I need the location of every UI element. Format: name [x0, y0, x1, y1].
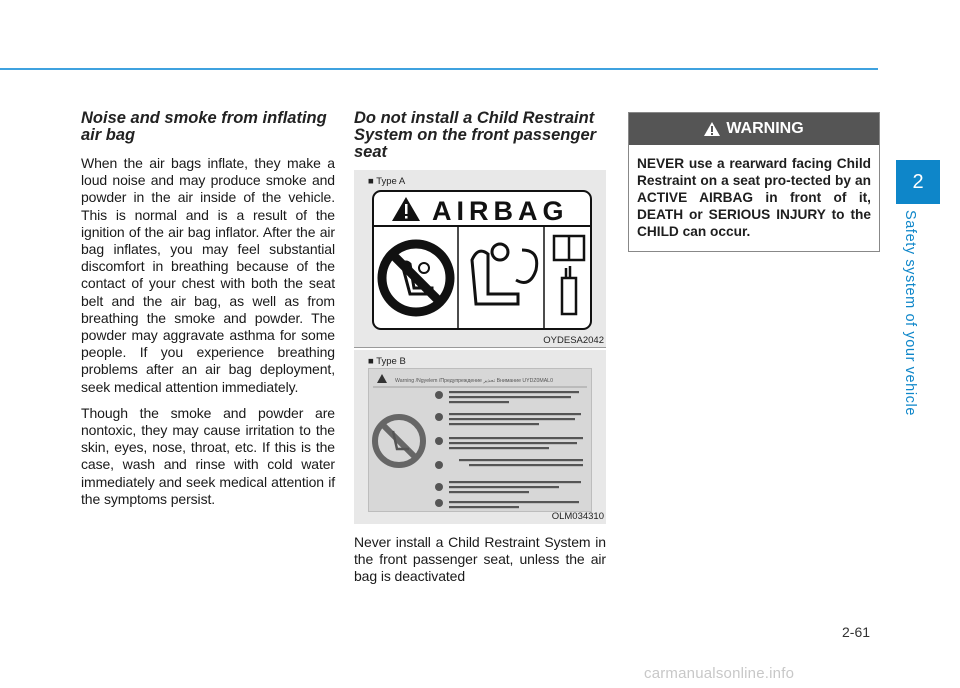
figure-code: OYDESA2042: [543, 335, 604, 346]
label-artwork: [369, 369, 591, 511]
paragraph: Though the smoke and powder are nontoxic, they may cause irritation to the skin, eyes, nose, throat, etc. If this is the case, wash and rinse with cold water immediately and seek medical attention if the symptoms persist.: [81, 404, 335, 507]
label-header-text: Warning /Ngyelem /Предупреждение تحذير Внимание UYDZ0MAL0: [395, 378, 553, 384]
chapter-tab[interactable]: 2: [896, 160, 940, 204]
warning-title: WARNING: [726, 120, 804, 137]
warning-triangle-icon: [377, 374, 387, 383]
figure-type-b: [354, 350, 606, 524]
figure-divider: [354, 347, 606, 348]
section-heading: Noise and smoke from inflating air bag: [81, 109, 327, 144]
paragraph: When the air bags inflate, they make a loud noise and may produce smoke and powder in the air inside of the vehicle. This is normal and is a result of the ignition of the air bag inflator. After the air bag inflates, you may feel substantial discomfort in breathing because of the contact of your chest with both the seat belt and the air bag, as well as from breathing the smoke and powder. The powder may aggravate asthma for some people. If you experience breathing problems after an air bag deployment, seek medical attention immediately.: [81, 155, 335, 395]
paragraph: Never install a Child Restraint System in the front passenger seat, unless the air bag is deactivated: [354, 534, 606, 585]
section-noise-smoke: [81, 110, 335, 517]
chapter-title: Safety system of your vehicle: [902, 210, 918, 416]
warning-header: [629, 113, 879, 145]
page-number: 2-61: [842, 624, 871, 640]
section-child-restraint: [354, 110, 606, 172]
figure-caption: ■ Type A: [368, 176, 406, 187]
figure-code: OLM034310: [551, 511, 604, 522]
figure-type-a: [354, 170, 606, 348]
prohibited-child-seat-icon: [375, 417, 423, 465]
airbag-warning-label: [372, 190, 592, 330]
airbag-label-text: AIRBAG: [432, 196, 569, 226]
warning-text: NEVER use a rearward facing Child Restraint on a seat pro-tected by an ACTIVE AIRBAG in front of it, DEATH or SERIOUS INJURY to the CHILD can occur.: [637, 156, 871, 239]
watermark: carmanualsonline.info: [644, 665, 795, 682]
multilingual-warning-label: [368, 368, 592, 512]
header-rule: [0, 68, 878, 70]
warning-box: [628, 112, 880, 252]
figure-caption: ■ Type B: [368, 356, 406, 367]
section-heading: Do not install a Child Restraint System on the front passenger seat: [354, 109, 597, 161]
warning-triangle-icon: [704, 122, 720, 136]
